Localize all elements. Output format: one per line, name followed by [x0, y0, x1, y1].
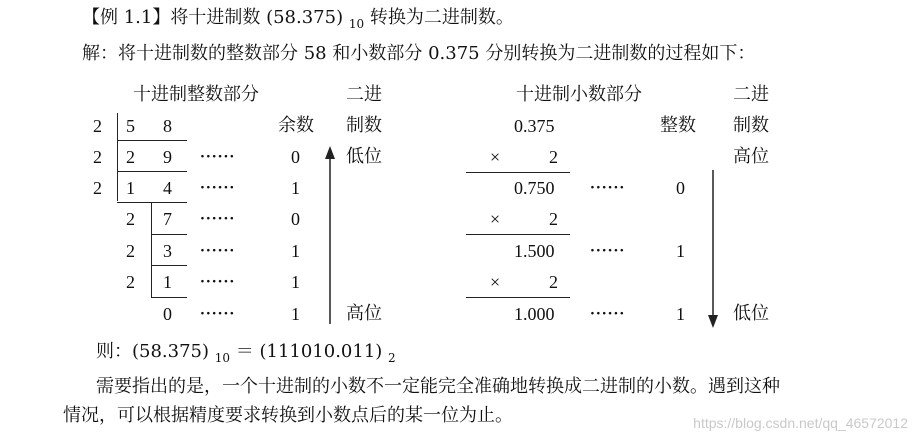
- watermark: https://blog.csdn.net/qq_46572012: [693, 415, 908, 431]
- result-equals: ＝ (111010.011): [230, 341, 389, 362]
- dots: ······: [200, 211, 236, 227]
- multiply-line: [466, 234, 570, 235]
- note-line-1: 需要指出的是，一个十进制的小数不一定能完全准确地转换成二进制的小数。遇到这种: [96, 376, 780, 397]
- multiplier: 2: [549, 272, 558, 292]
- integer-low-label: 低位: [346, 146, 382, 167]
- divisor: 2: [93, 178, 102, 198]
- quotient-digit: 2: [126, 147, 135, 167]
- remainder-value: 1: [291, 241, 300, 261]
- integer-label: 整数: [660, 115, 696, 136]
- dots: ······: [200, 274, 236, 290]
- times-sign: ×: [490, 272, 501, 292]
- example-text-suffix: 转换为二进制数。: [364, 7, 514, 28]
- division-bracket-line: [151, 234, 187, 235]
- quotient-digit: 1: [163, 272, 172, 292]
- remainder-value: 1: [291, 178, 300, 198]
- dots: ······: [200, 306, 236, 322]
- quotient-digit: 1: [126, 178, 135, 198]
- division-bracket-line: [117, 171, 187, 172]
- result-subscript-10: 10: [214, 351, 231, 365]
- division-bracket-line: [151, 297, 187, 298]
- multiply-line: [466, 297, 570, 298]
- multiply-line: [466, 172, 570, 173]
- example-text: 将十进制数 (58.375): [170, 7, 349, 28]
- remainder-value: 1: [291, 304, 300, 324]
- fraction-binary-label-2: 制数: [733, 115, 769, 136]
- fraction-part-title: 十进制小数部分: [516, 84, 642, 105]
- product-value: 1.000: [514, 304, 555, 324]
- times-sign: ×: [490, 147, 501, 167]
- divisor: 2: [126, 209, 135, 229]
- division-bracket-line: [117, 202, 187, 203]
- quotient-digit: 9: [163, 147, 172, 167]
- quotient-digit: 8: [163, 116, 172, 136]
- division-bracket-line: [151, 202, 152, 298]
- remainder-value: 0: [291, 209, 300, 229]
- divisor: 2: [126, 272, 135, 292]
- dots: ······: [590, 243, 626, 259]
- example-heading: [82, 7, 514, 30]
- example-subscript: 10: [348, 17, 365, 31]
- fraction-high-label: 高位: [733, 146, 769, 167]
- dots: ······: [200, 243, 236, 259]
- division-bracket-line: [151, 265, 187, 266]
- product-value: 0.750: [514, 178, 555, 198]
- dots: ······: [590, 180, 626, 196]
- integer-high-label: 高位: [346, 303, 382, 324]
- quotient-digit: 7: [163, 209, 172, 229]
- quotient-digit: 4: [163, 178, 172, 198]
- result-line: [96, 341, 396, 364]
- dots: ······: [200, 149, 236, 165]
- integer-digit: 1: [676, 241, 685, 261]
- note-line-2: 情况，可以根据精度要求转换到小数点后的某一位为止。: [63, 405, 513, 426]
- result-subscript-2: 2: [388, 351, 396, 365]
- result-prefix: 则：(58.375): [96, 341, 215, 362]
- quotient-digit: 5: [126, 116, 135, 136]
- up-arrow-icon: [322, 146, 338, 326]
- fraction-low-label: 低位: [733, 303, 769, 324]
- divisor: 2: [93, 147, 102, 167]
- solution-text: 解：将十进制数的整数部分 58 和小数部分 0.375 分别转换为二进制数的过程如下：: [82, 43, 756, 64]
- times-sign: ×: [490, 209, 501, 229]
- integer-part-title: 十进制整数部分: [133, 84, 259, 105]
- multiplier: 2: [549, 209, 558, 229]
- dots: ······: [200, 180, 236, 196]
- remainder-value: 0: [291, 147, 300, 167]
- divisor: 2: [93, 116, 102, 136]
- quotient-digit: 3: [163, 241, 172, 261]
- fraction-binary-label-1: 二进: [733, 84, 769, 105]
- integer-binary-label-1: 二进: [346, 84, 382, 105]
- division-bracket-line: [117, 140, 187, 141]
- example-label: 【例 1.1】: [82, 7, 171, 28]
- remainder-label: 余数: [278, 115, 314, 136]
- division-bracket-line: [117, 113, 118, 201]
- product-value: 1.500: [514, 241, 555, 261]
- start-value: 0.375: [514, 116, 555, 136]
- down-arrow-icon: [705, 170, 721, 330]
- integer-digit: 1: [676, 304, 685, 324]
- multiplier: 2: [549, 147, 558, 167]
- integer-binary-label-2: 制数: [346, 115, 382, 136]
- quotient-digit: 0: [163, 304, 172, 324]
- integer-digit: 0: [676, 178, 685, 198]
- divisor: 2: [126, 241, 135, 261]
- dots: ······: [590, 306, 626, 322]
- remainder-value: 1: [291, 272, 300, 292]
